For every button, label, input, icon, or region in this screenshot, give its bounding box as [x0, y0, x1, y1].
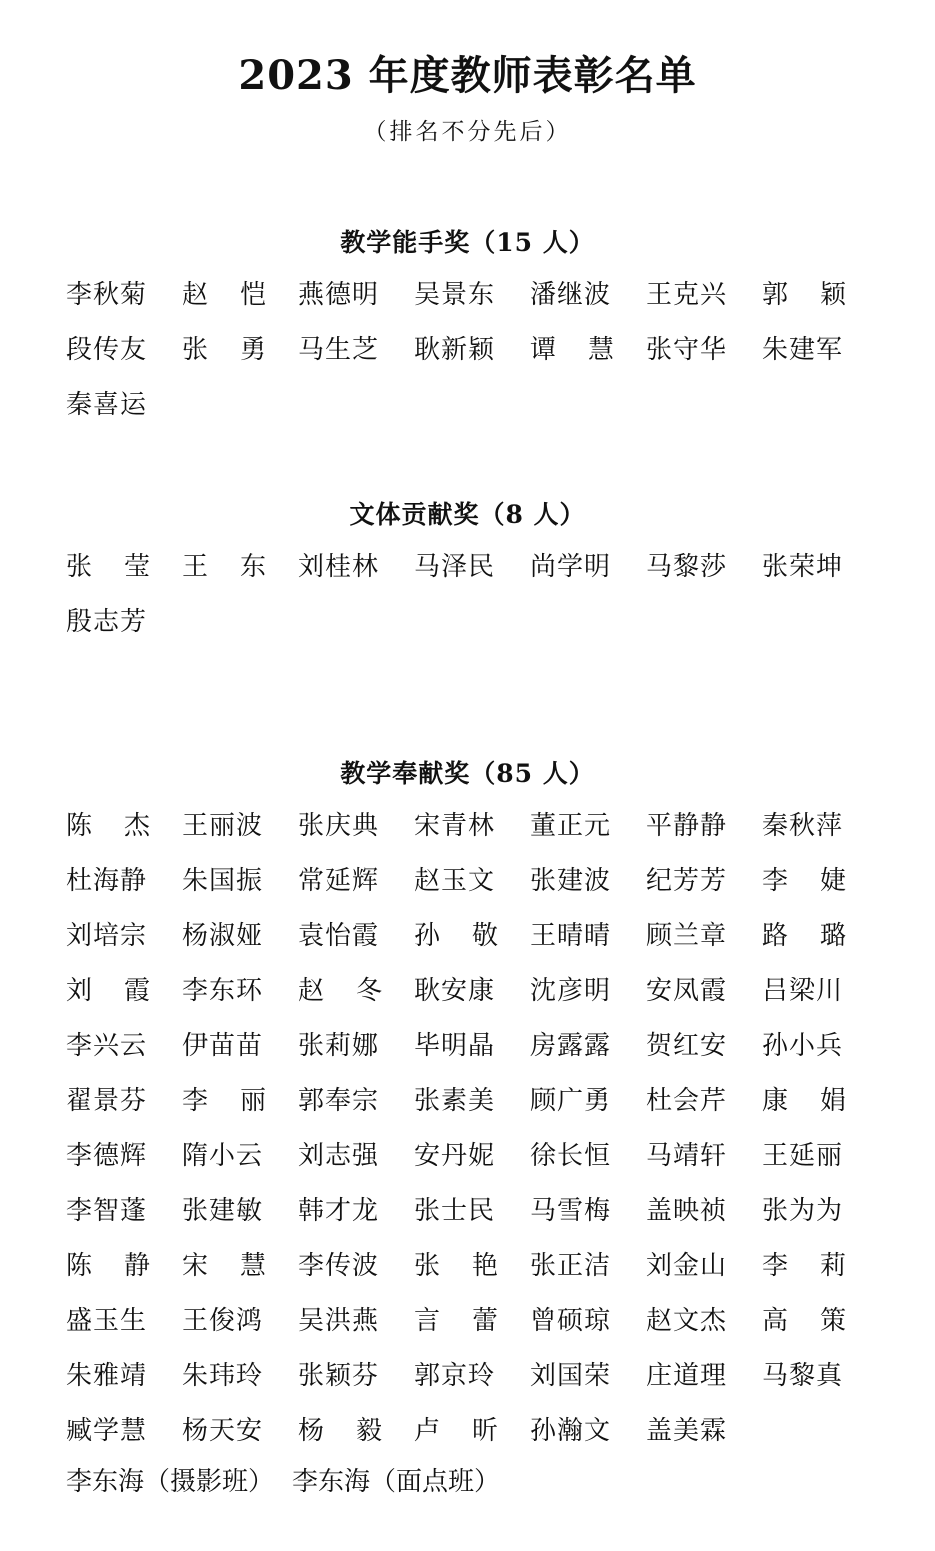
name-char: 勇: [239, 335, 266, 365]
name-cell: 盖美霖: [646, 1416, 728, 1446]
name-cell: [762, 917, 846, 955]
name-cell: 张素美: [414, 1086, 496, 1116]
name-cell: [182, 1247, 266, 1285]
name-cell: 纪芳芳: [646, 866, 728, 896]
name-cell: [66, 548, 150, 586]
name-cell: 沈彦明: [530, 976, 612, 1006]
name-cell: 翟景芬: [66, 1086, 148, 1116]
name-char: 艳: [471, 1251, 498, 1281]
name-char: 策: [819, 1306, 846, 1336]
name-cell: 李智蓬: [66, 1196, 148, 1226]
page-subtitle: （排名不分先后）: [363, 119, 572, 145]
name-cell: 吴洪燕: [298, 1306, 380, 1336]
name-cell: 张颖芬: [298, 1361, 380, 1391]
name-cell: [182, 331, 266, 369]
name-cell: [762, 1247, 846, 1285]
name-cell: 张正洁: [530, 1251, 612, 1281]
name-cell: 段传友: [66, 335, 148, 365]
name-cell: 李传波: [298, 1251, 380, 1281]
extra-name: 李东海（摄影班）: [66, 1467, 275, 1497]
name-cell: 吴景东: [414, 280, 496, 310]
name-cell: 杨天安: [182, 1416, 264, 1446]
name-cell: 马雪梅: [530, 1196, 612, 1226]
name-cell: 李兴云: [66, 1031, 148, 1061]
name-cell: 董正元: [530, 811, 612, 841]
name-cell: 顾广勇: [530, 1086, 612, 1116]
name-char: 高: [762, 1306, 789, 1336]
name-cell: [66, 807, 150, 845]
name-cell: 安丹妮: [414, 1141, 496, 1171]
name-cell: 隋小云: [182, 1141, 264, 1171]
name-char: 莹: [123, 552, 150, 582]
name-cell: 顾兰章: [646, 921, 728, 951]
extra-names-row: [66, 1463, 500, 1501]
name-cell: 平静静: [646, 811, 728, 841]
name-char: 霞: [123, 976, 150, 1006]
name-cell: 吕梁川: [762, 976, 844, 1006]
name-cell: [66, 1247, 150, 1285]
name-cell: 刘志强: [298, 1141, 380, 1171]
name-cell: 王丽波: [182, 811, 264, 841]
name-cell: 李东环: [182, 976, 264, 1006]
name-char: 赵: [298, 976, 325, 1006]
name-cell: 朱建军: [762, 335, 844, 365]
name-cell: 徐长恒: [530, 1141, 612, 1171]
name-cell: 秦秋萍: [762, 811, 844, 841]
name-cell: [414, 1302, 498, 1340]
name-cell: 朱国振: [182, 866, 264, 896]
name-char: 杰: [123, 811, 150, 841]
name-char: 李: [762, 866, 789, 896]
extra-name: 李东海（面点班）: [292, 1467, 501, 1497]
name-char: 谭: [530, 335, 557, 365]
name-cell: 秦喜运: [66, 390, 148, 420]
name-char: 婕: [819, 866, 846, 896]
name-cell: 赵文杰: [646, 1306, 728, 1336]
section-teaching-dedication-award: [0, 755, 935, 1467]
name-cell: 马黎莎: [646, 552, 728, 582]
name-char: 李: [762, 1251, 789, 1281]
name-cell: 马靖轩: [646, 1141, 728, 1171]
name-char: 璐: [819, 921, 846, 951]
name-char: 冬: [355, 976, 382, 1006]
section-teaching-expert-award: [0, 224, 935, 441]
name-char: 颖: [819, 280, 846, 310]
name-cell: 张庆典: [298, 811, 380, 841]
name-cell: 耿新颖: [414, 335, 496, 365]
name-cell: 朱玮玲: [182, 1361, 264, 1391]
name-cell: 孙小兵: [762, 1031, 844, 1061]
name-char: 王: [182, 552, 209, 582]
name-cell: 贺红安: [646, 1031, 728, 1061]
name-cell: 李德辉: [66, 1141, 148, 1171]
name-cell: 刘培宗: [66, 921, 148, 951]
name-char: 昕: [471, 1416, 498, 1446]
name-char: 陈: [66, 811, 93, 841]
name-cell: [298, 1412, 382, 1450]
name-char: 蕾: [471, 1306, 498, 1336]
name-char: 言: [414, 1306, 441, 1336]
name-char: 张: [182, 335, 209, 365]
name-cell: 王俊鸿: [182, 1306, 264, 1336]
name-cell: 张士民: [414, 1196, 496, 1226]
name-cell: 马泽民: [414, 552, 496, 582]
page-title: 2023 年度教师表彰名单: [238, 52, 697, 99]
name-char: 静: [123, 1251, 150, 1281]
name-grid: [66, 548, 882, 658]
name-cell: 刘桂林: [298, 552, 380, 582]
name-cell: [762, 1082, 846, 1120]
name-cell: 郭奉宗: [298, 1086, 380, 1116]
name-cell: [762, 862, 846, 900]
name-char: 杨: [298, 1416, 325, 1446]
name-char: 敬: [471, 921, 498, 951]
name-cell: 尚学明: [530, 552, 612, 582]
name-char: 毅: [355, 1416, 382, 1446]
name-char: 陈: [66, 1251, 93, 1281]
name-char: 李: [182, 1086, 209, 1116]
name-char: 丽: [239, 1086, 266, 1116]
name-grid: [66, 276, 882, 441]
name-cell: 杜海静: [66, 866, 148, 896]
name-char: 孙: [414, 921, 441, 951]
name-cell: 张建波: [530, 866, 612, 896]
name-cell: 宋青林: [414, 811, 496, 841]
name-cell: [182, 548, 266, 586]
name-char: 康: [762, 1086, 789, 1116]
name-cell: 盛玉生: [66, 1306, 148, 1336]
name-char: 路: [762, 921, 789, 951]
name-cell: 房露露: [530, 1031, 612, 1061]
name-char: 恺: [239, 280, 266, 310]
section-heading: 教学奉献奖（85 人）: [340, 759, 595, 788]
name-cell: 韩才龙: [298, 1196, 380, 1226]
name-char: 莉: [819, 1251, 846, 1281]
name-cell: 毕明晶: [414, 1031, 496, 1061]
name-cell: 袁怡霞: [298, 921, 380, 951]
name-cell: 朱雅靖: [66, 1361, 148, 1391]
name-cell: 安凤霞: [646, 976, 728, 1006]
name-char: 刘: [66, 976, 93, 1006]
name-cell: 刘金山: [646, 1251, 728, 1281]
name-cell: 臧学慧: [66, 1416, 148, 1446]
name-cell: 伊苗苗: [182, 1031, 264, 1061]
name-char: 张: [414, 1251, 441, 1281]
name-grid: [66, 807, 882, 1467]
name-cell: 曾硕琼: [530, 1306, 612, 1336]
name-cell: 刘国荣: [530, 1361, 612, 1391]
name-cell: [298, 972, 382, 1010]
name-cell: 张为为: [762, 1196, 844, 1226]
name-cell: 常延辉: [298, 866, 380, 896]
name-cell: [762, 276, 846, 314]
name-char: 东: [239, 552, 266, 582]
name-cell: 张守华: [646, 335, 728, 365]
name-cell: [66, 972, 150, 1010]
name-cell: 王克兴: [646, 280, 728, 310]
name-cell: [762, 1302, 846, 1340]
name-cell: 张荣坤: [762, 552, 844, 582]
name-cell: 马生芝: [298, 335, 380, 365]
name-cell: 郭京玲: [414, 1361, 496, 1391]
name-char: 张: [66, 552, 93, 582]
name-cell: 王延丽: [762, 1141, 844, 1171]
name-char: 郭: [762, 280, 789, 310]
name-cell: 燕德明: [298, 280, 380, 310]
name-char: 慧: [239, 1251, 266, 1281]
name-cell: 殷志芳: [66, 607, 148, 637]
name-cell: 李秋菊: [66, 280, 148, 310]
name-cell: 庄道理: [646, 1361, 728, 1391]
name-char: 宋: [182, 1251, 209, 1281]
name-cell: 潘继波: [530, 280, 612, 310]
name-cell: 盖映祯: [646, 1196, 728, 1226]
name-cell: 杜会芹: [646, 1086, 728, 1116]
name-cell: [414, 917, 498, 955]
section-heading: 文体贡献奖（8 人）: [349, 500, 586, 529]
name-cell: [530, 331, 614, 369]
section-heading: 教学能手奖（15 人）: [340, 228, 595, 257]
name-cell: 耿安康: [414, 976, 496, 1006]
name-cell: 张建敏: [182, 1196, 264, 1226]
name-char: 娟: [819, 1086, 846, 1116]
name-cell: [182, 276, 266, 314]
name-char: 慧: [587, 335, 614, 365]
name-cell: 张莉娜: [298, 1031, 380, 1061]
name-cell: 杨淑娅: [182, 921, 264, 951]
name-cell: 孙瀚文: [530, 1416, 612, 1446]
section-culture-sports-award: [0, 496, 935, 658]
name-cell: [182, 1082, 266, 1120]
name-cell: 马黎真: [762, 1361, 844, 1391]
name-char: 赵: [182, 280, 209, 310]
name-cell: 王晴晴: [530, 921, 612, 951]
name-cell: [414, 1412, 498, 1450]
name-char: 卢: [414, 1416, 441, 1446]
name-cell: 赵玉文: [414, 866, 496, 896]
name-cell: [414, 1247, 498, 1285]
